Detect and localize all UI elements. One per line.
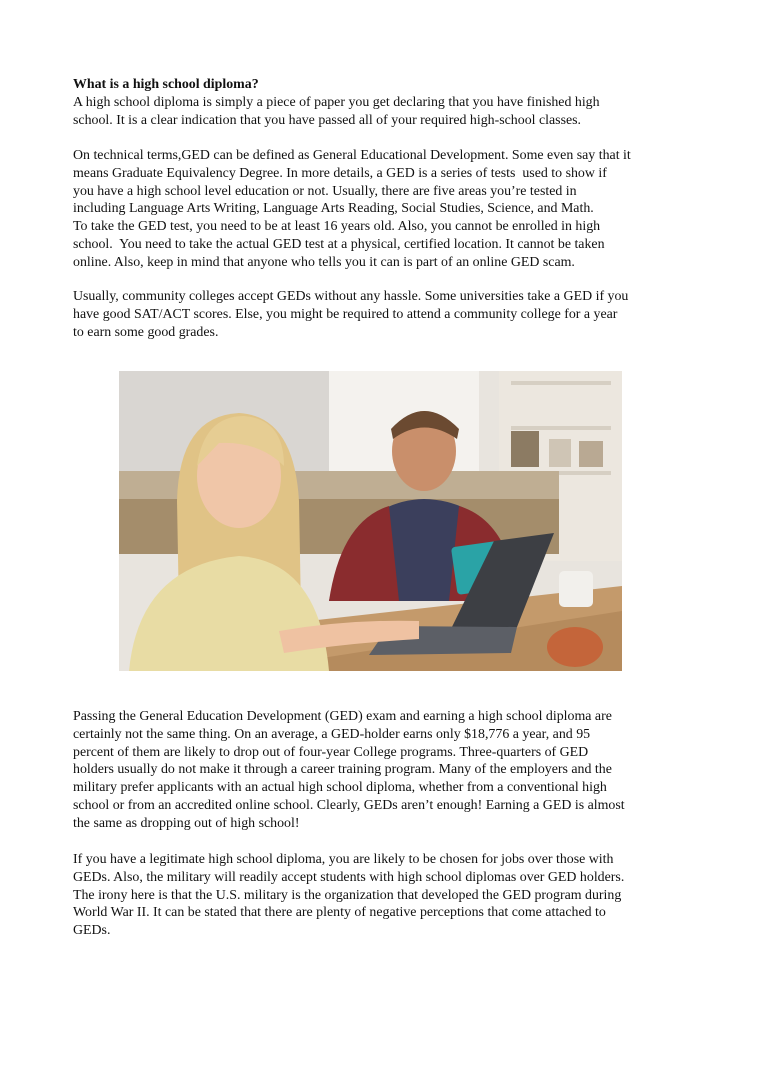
paragraph-line: GEDs. Also, the military will readily accept students with high school diplomas over GED holders. xyxy=(73,869,625,885)
paragraph-line: certainly not the same thing. On an average, a GED-holder earns only $18,776 a year, and 95 xyxy=(73,726,591,742)
paragraph-line: holders usually do not make it through a career training program. Many of the employers and the xyxy=(73,762,612,778)
paragraph-line: On technical terms,GED can be defined as General Educational Development. Some even say that it xyxy=(73,148,631,163)
comparison-paragraph xyxy=(73,708,713,833)
section-heading: What is a high school diploma? xyxy=(73,77,259,92)
paragraph-line: school. It is a clear indication that you have passed all of your required high-school classes. xyxy=(73,112,582,128)
student-parent-laptop-photo xyxy=(119,371,622,671)
paragraph-line: means Graduate Equivalency Degree. In more details, a GED is a series of tests used to show if xyxy=(73,165,607,181)
paragraph-line: have good SAT/ACT scores. Else, you might be required to attend a community college for a year xyxy=(73,306,618,322)
colleges-paragraph xyxy=(73,288,713,341)
paragraph-line: to earn some good grades. xyxy=(73,324,219,340)
paragraph-line: World War II. It can be stated that there are plenty of negative perceptions that come attached to xyxy=(73,905,606,921)
paragraph-line: A high school diploma is simply a piece of paper you get declaring that you have finished high xyxy=(73,94,600,110)
paragraph-line: The irony here is that the U.S. military is the organization that developed the GED program during xyxy=(73,887,622,903)
paragraph-line: military prefer applicants with an actual high school diploma, whether from a conventional high xyxy=(73,780,607,796)
paragraph-line: To take the GED test, you need to be at least 16 years old. Also, you cannot be enrolled in high xyxy=(73,219,601,235)
ged-definition-paragraph xyxy=(73,147,713,272)
paragraph-line: school. You need to take the actual GED test at a physical, certified location. It cannot be taken xyxy=(73,236,605,252)
paragraph-line: percent of them are likely to drop out of four-year College programs. Three-quarters of GED xyxy=(73,744,589,760)
paragraph-line: you have a high school level education or not. Usually, there are five areas you’re tested in xyxy=(73,183,577,199)
paragraph-line: the same as dropping out of high school! xyxy=(73,815,300,831)
paragraph-line: including Language Arts Writing, Language Arts Reading, Social Studies, Science, and Math. xyxy=(73,201,594,217)
military-paragraph xyxy=(73,851,713,940)
paragraph-line: Passing the General Education Development (GED) exam and earning a high school diploma are xyxy=(73,709,612,724)
paragraph-line: Usually, community colleges accept GEDs without any hassle. Some universities take a GED if you xyxy=(73,289,629,304)
paragraph-line: GEDs. xyxy=(73,923,111,939)
paragraph-line: school or from an accredited online school. Clearly, GEDs aren’t enough! Earning a GED is almost xyxy=(73,797,625,813)
paragraph-line: If you have a legitimate high school diploma, you are likely to be chosen for jobs over those with xyxy=(73,852,614,867)
photo-illustration xyxy=(119,371,622,671)
paragraph-line: online. Also, keep in mind that anyone who tells you it can is part of an online GED scam. xyxy=(73,254,575,270)
intro-section xyxy=(73,76,713,129)
